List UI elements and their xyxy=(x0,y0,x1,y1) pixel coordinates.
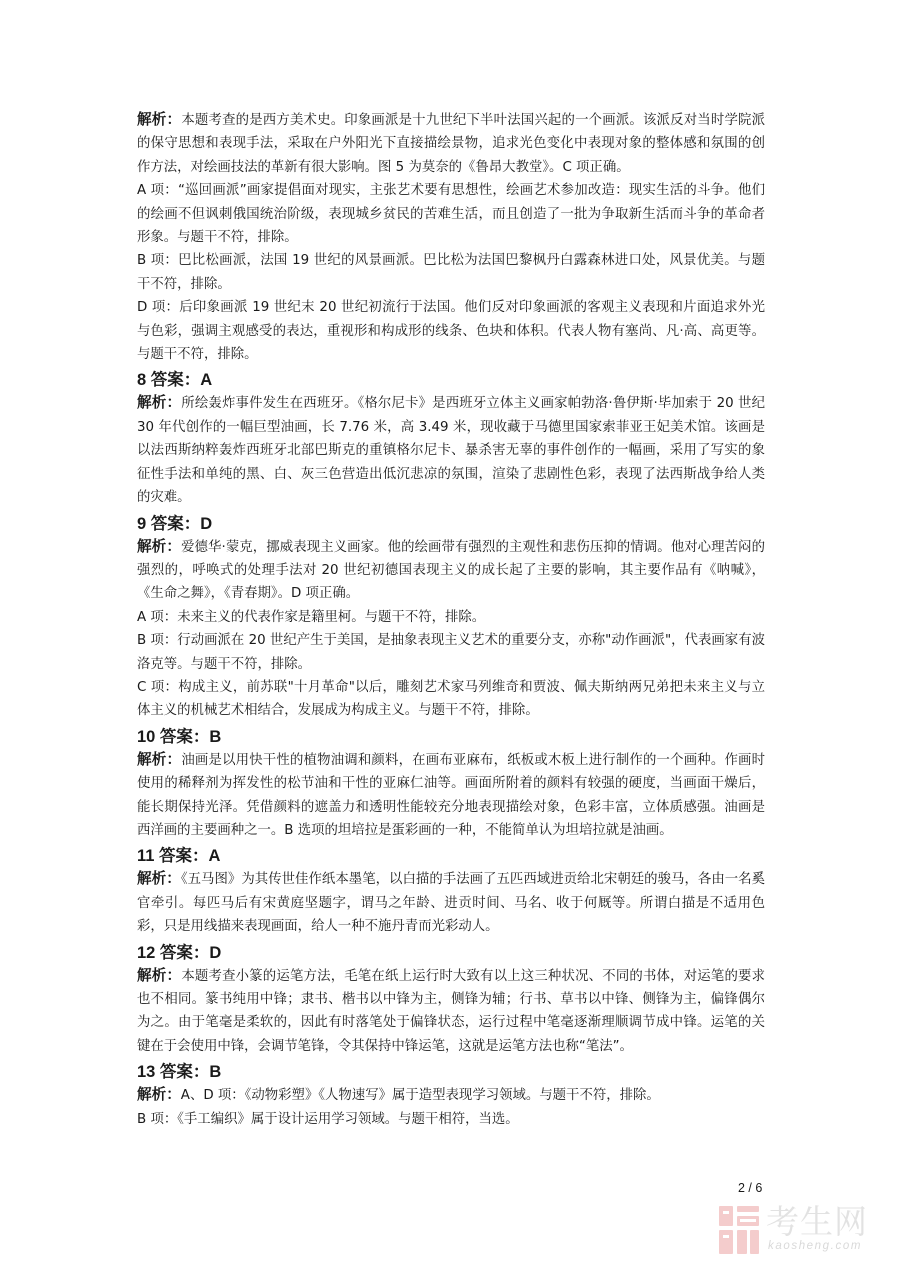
kaosheng-logo-icon xyxy=(717,1204,761,1256)
analysis-paragraph xyxy=(137,964,765,1059)
analysis-label: 解析： xyxy=(137,537,182,555)
analysis-label: 解析： xyxy=(137,111,182,128)
paragraph-text: A 项：未来主义的代表作家是籍里柯。与题干不符，排除。 xyxy=(137,609,486,625)
paragraph-text: 爱德华·蒙克，挪威表现主义画家。他的绘画带有强烈的主观性和悲伤压抑的情调。他对心理苦闷的强烈的，呼唤式的处理手法对 20 世纪初德国表现主义的成长起了主要的影响，其主要作品有《呐喊》，《生命之舞》，《青春期》。D 项正确。 xyxy=(137,539,765,602)
analysis-label: 解析： xyxy=(137,870,181,888)
paragraph-text: B 项：行动画派在 20 世纪产生于美国，是抽象表现主义艺术的重要分支，亦称"动作画派"，代表画家有波洛克等。与题干不符，排除。 xyxy=(137,633,765,672)
watermark xyxy=(717,1203,889,1263)
option-paragraph xyxy=(137,1108,765,1131)
analysis-paragraph xyxy=(137,1083,765,1107)
answer-heading: 13 答案：B xyxy=(137,1063,222,1082)
paragraph-text: A、D 项：《动物彩塑》《人物速写》属于造型表现学习领域。与题干不符，排除。 xyxy=(180,1088,660,1104)
option-paragraph xyxy=(137,676,765,723)
page-number: 2 / 6 xyxy=(738,1181,763,1195)
paragraph-text: A 项：“巡回画派”画家提倡面对现实，主张艺术要有思想性，绘画艺术参加改造：现实生活的斗争。他们的绘画不但讽刺俄国统治阶级，表现城乡贫民的苦难生活，而且创造了一批为争取新生活而斗争的革命者形象。与题干不符，排除。 xyxy=(137,183,765,246)
paragraph-text: C 项：构成主义，前苏联"十月革命"以后，雕刻艺术家马列维奇和贾波、佩夫斯纳两兄弟把未来主义与立体主义的机械艺术相结合，发展成为构成主义。与题干不符，排除。 xyxy=(137,679,765,719)
analysis-paragraph xyxy=(137,867,765,938)
document-body xyxy=(137,108,765,1131)
option-paragraph xyxy=(137,296,765,366)
paragraph-text: 所绘轰炸事件发生在西班牙。《格尔尼卡》是西班牙立体主义画家帕勃洛·鲁伊斯·毕加索于 20 世纪 30 年代创作的一幅巨型油画，长 7.76 米，高 3.49 米，现收藏于马德里国家索菲亚王妃美术馆。该画是以法西斯纳粹轰炸西班牙北部巴斯克的重镇格尔尼卡、暴杀害无辜的事件创作的一幅画，采用了写实的象征性手法和单纯的黑、白、灰三色营造出低沉悲凉的氛围，渲染了悲剧性色彩，表现了法西斯战争给人类的灾难。 xyxy=(137,396,765,506)
analysis-label: 解析： xyxy=(137,750,182,768)
watermark-url: kaosheng.com xyxy=(768,1240,862,1252)
paragraph-text: D 项：后印象画派 19 世纪末 20 世纪初流行于法国。他们反对印象画派的客观主义表现和片面追求外光与色彩，强调主观感受的表达，重视形和构成形的线条、色块和体积。代表人物有塞尚、凡·高、高更等。与题干不符，排除。 xyxy=(137,300,765,363)
answer-heading: 12 答案：D xyxy=(137,943,222,962)
watermark-title: 考生网 xyxy=(766,1202,868,1241)
option-paragraph xyxy=(137,606,765,629)
answer-heading: 10 答案：B xyxy=(137,727,222,746)
option-paragraph xyxy=(137,249,765,296)
paragraph-text: B 项：《手工编织》属于设计运用学习领域。与题干相符，当选。 xyxy=(137,1111,519,1127)
analysis-paragraph xyxy=(137,748,765,843)
analysis-paragraph xyxy=(137,535,765,606)
option-paragraph xyxy=(137,629,765,676)
analysis-label: 解析： xyxy=(137,966,182,984)
answer-heading: 8 答案：A xyxy=(137,371,213,390)
analysis-paragraph xyxy=(137,391,765,509)
analysis-label: 解析： xyxy=(137,394,182,412)
paragraph-text: 《五马图》为其传世佳作纸本墨笔，以白描的手法画了五匹西域进贡给北宋朝廷的骏马，各由一名奚官牵引。每匹马后有宋黄庭坚题字，谓马之年龄、进贡时间、马名、收于何厩等。所谓白描是不适用色彩，只是用线描来表现画面，给人一种不施丹青而光彩动人。 xyxy=(137,872,765,935)
analysis-label: 解析： xyxy=(137,1086,181,1104)
paragraph-text: 油画是以用快干性的植物油调和颜料，在画布亚麻布，纸板或木板上进行制作的一个画种。作画时使用的稀释剂为挥发性的松节油和干性的亚麻仁油等。画面所附着的颜料有较强的硬度，当画面干燥后，能长期保持光泽。凭借颜料的遮盖力和透明性能较充分地表现描绘对象，色彩丰富，立体质感强。油画是西洋画的主要画种之一。B 选项的坦培拉是蛋彩画的一种，不能简单认为坦培拉就是油画。 xyxy=(137,752,765,838)
paragraph-text: B 项：巴比松画派，法国 19 世纪的风景画派。巴比松为法国巴黎枫丹白露森林进口处，风景优美。与题干不符，排除。 xyxy=(137,253,765,292)
paragraph-text: 本题考查的是西方美术史。印象画派是十九世纪下半叶法国兴起的一个画派。该派反对当时学院派的保守思想和表现手法，采取在户外阳光下直接描绘景物，追求光色变化中表现对象的整体感和氛围的创作方法，对绘画技法的革新有很大影响。图 5 为莫奈的《鲁昂大教堂》。C 项正确。 xyxy=(137,113,765,175)
answer-heading: 9 答案：D xyxy=(137,514,213,533)
option-paragraph xyxy=(137,179,765,249)
answer-heading: 11 答案：A xyxy=(137,847,221,866)
analysis-paragraph xyxy=(137,108,765,179)
paragraph-text: 本题考查小篆的运笔方法，毛笔在纸上运行时大致有以上这三种状况、不同的书体，对运笔的要求也不相同。篆书纯用中锋；隶书、楷书以中锋为主，侧锋为辅；行书、草书以中锋、侧锋为主，偏锋偶尔为之。由于笔毫是柔软的，因此有时落笔处于偏锋状态，运行过程中笔毫逐渐理顺调节成中锋。运笔的关键在于会使用中锋，会调节笔锋，令其保持中锋运笔，这就是运笔方法也称“笔法”。 xyxy=(137,968,765,1054)
